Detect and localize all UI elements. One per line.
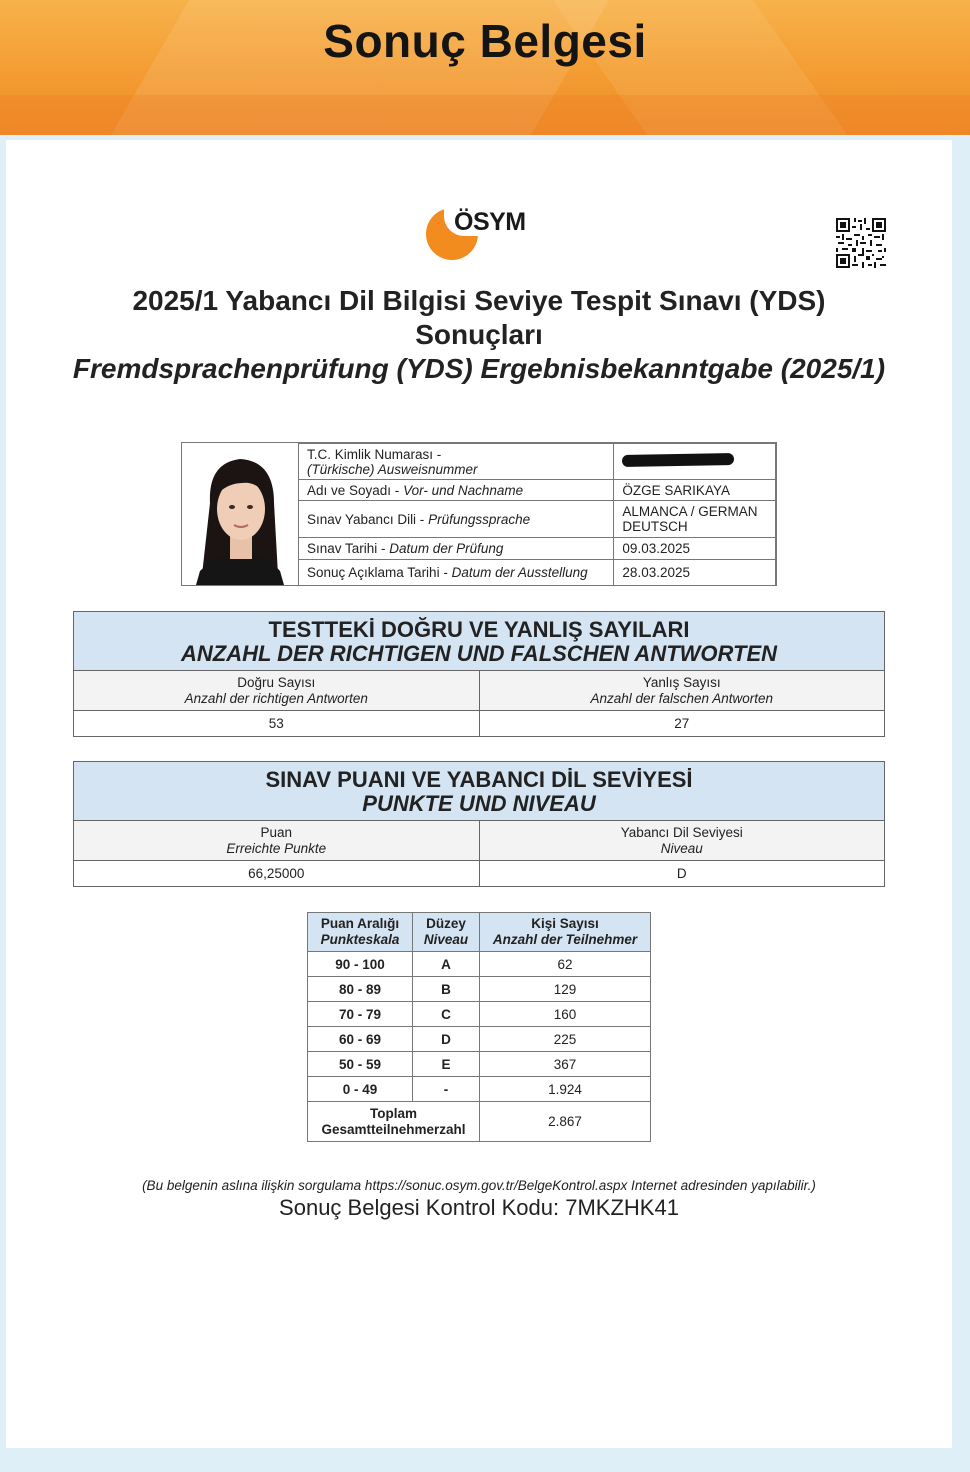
id-number-label: T.C. Kimlik Numarası - (Türkische) Ausweisnummer	[299, 444, 614, 480]
language-label: Sınav Yabancı Dili - Prüfungssprache	[299, 501, 614, 538]
answers-heading	[74, 612, 884, 671]
result-date-label: Sonuç Açıklama Tarihi - Datum der Ausstellung	[299, 560, 614, 586]
table-total-row	[308, 1102, 651, 1142]
name-label: Adı ve Soyadı - Vor- und Nachname	[299, 480, 614, 501]
correct-count-label: Doğru Sayısı Anzahl der richtigen Antworten	[184, 675, 368, 706]
level-value: D	[479, 861, 885, 886]
logo-text: ÖSYM	[454, 208, 526, 236]
table-row: 70 - 79 C 160	[308, 1002, 651, 1027]
table-row	[299, 444, 776, 480]
score-value: 66,25000	[248, 866, 305, 881]
table-row: 60 - 69 D 225	[308, 1027, 651, 1052]
table-row	[299, 480, 776, 501]
total-label: Toplam Gesamtteilnehmerzahl	[308, 1102, 480, 1142]
total-value: 2.867	[480, 1102, 651, 1142]
candidate-photo	[182, 443, 299, 585]
exam-title	[66, 284, 892, 386]
table-row: 80 - 89 B 129	[308, 977, 651, 1002]
header-banner	[0, 0, 970, 135]
identity-table	[298, 443, 776, 586]
page-title: Sonuç Belgesi	[323, 15, 647, 67]
table-row: 90 - 100 A 62	[308, 952, 651, 977]
score-distribution-table	[307, 912, 651, 1142]
score-heading-de: PUNKTE UND NIVEAU	[362, 791, 596, 816]
table-row	[299, 538, 776, 560]
score-heading-tr: SINAV PUANI VE YABANCI DİL SEVİYESİ	[265, 767, 693, 792]
wrong-count-value: 27	[479, 711, 885, 736]
table-header-row	[308, 913, 651, 952]
answers-section	[73, 611, 885, 737]
table-row	[299, 560, 776, 586]
name-value: ÖZGE SARIKAYA	[614, 480, 776, 501]
wrong-count-label: Yanlış Sayısı Anzahl der falschen Antworten	[479, 671, 885, 710]
identity-box	[181, 442, 777, 586]
language-value: ALMANCA / GERMAN DEUTSCH	[614, 501, 776, 538]
col-header-count: Kişi Sayısı Anzahl der Teilnehmer	[480, 913, 651, 952]
exam-date-value: 09.03.2025	[614, 538, 776, 560]
answers-heading-de: ANZAHL DER RICHTIGEN UND FALSCHEN ANTWORTEN	[180, 641, 778, 666]
table-row: 0 - 49 - 1.924	[308, 1077, 651, 1102]
correct-count-value: 53	[268, 716, 284, 731]
answers-heading-tr: TESTTEKİ DOĞRU VE YANLIŞ SAYILARI	[268, 617, 690, 642]
score-label: Puan Erreichte Punkte	[226, 825, 327, 856]
score-heading	[74, 762, 884, 821]
id-number-value	[614, 444, 776, 480]
osym-logo	[426, 206, 546, 266]
qr-code-icon	[836, 218, 886, 268]
col-header-level: Düzey Niveau	[413, 913, 480, 952]
result-date-value: 28.03.2025	[614, 560, 776, 586]
exam-title-tr: 2025/1 Yabancı Dil Bilgisi Seviye Tespit Sınavı (YDS) Sonuçları	[132, 285, 826, 350]
verification-note: (Bu belgenin aslına ilişkin sorgulama https://sonuc.osym.gov.tr/BelgeKontrol.aspx Internet adresinden yapılabilir.)	[142, 1178, 816, 1193]
table-row: 50 - 59 E 367	[308, 1052, 651, 1077]
control-code: Sonuç Belgesi Kontrol Kodu: 7MKZHK41	[279, 1195, 679, 1220]
result-document	[6, 140, 952, 1448]
exam-title-de: Fremdsprachenprüfung (YDS) Ergebnisbekanntgabe (2025/1)	[72, 353, 886, 384]
redaction-mark	[622, 453, 734, 467]
level-label: Yabancı Dil Seviyesi Niveau	[479, 821, 885, 860]
exam-date-label: Sınav Tarihi - Datum der Prüfung	[299, 538, 614, 560]
table-row	[299, 501, 776, 538]
col-header-range: Puan Aralığı Punkteskala	[308, 913, 413, 952]
score-section	[73, 761, 885, 887]
